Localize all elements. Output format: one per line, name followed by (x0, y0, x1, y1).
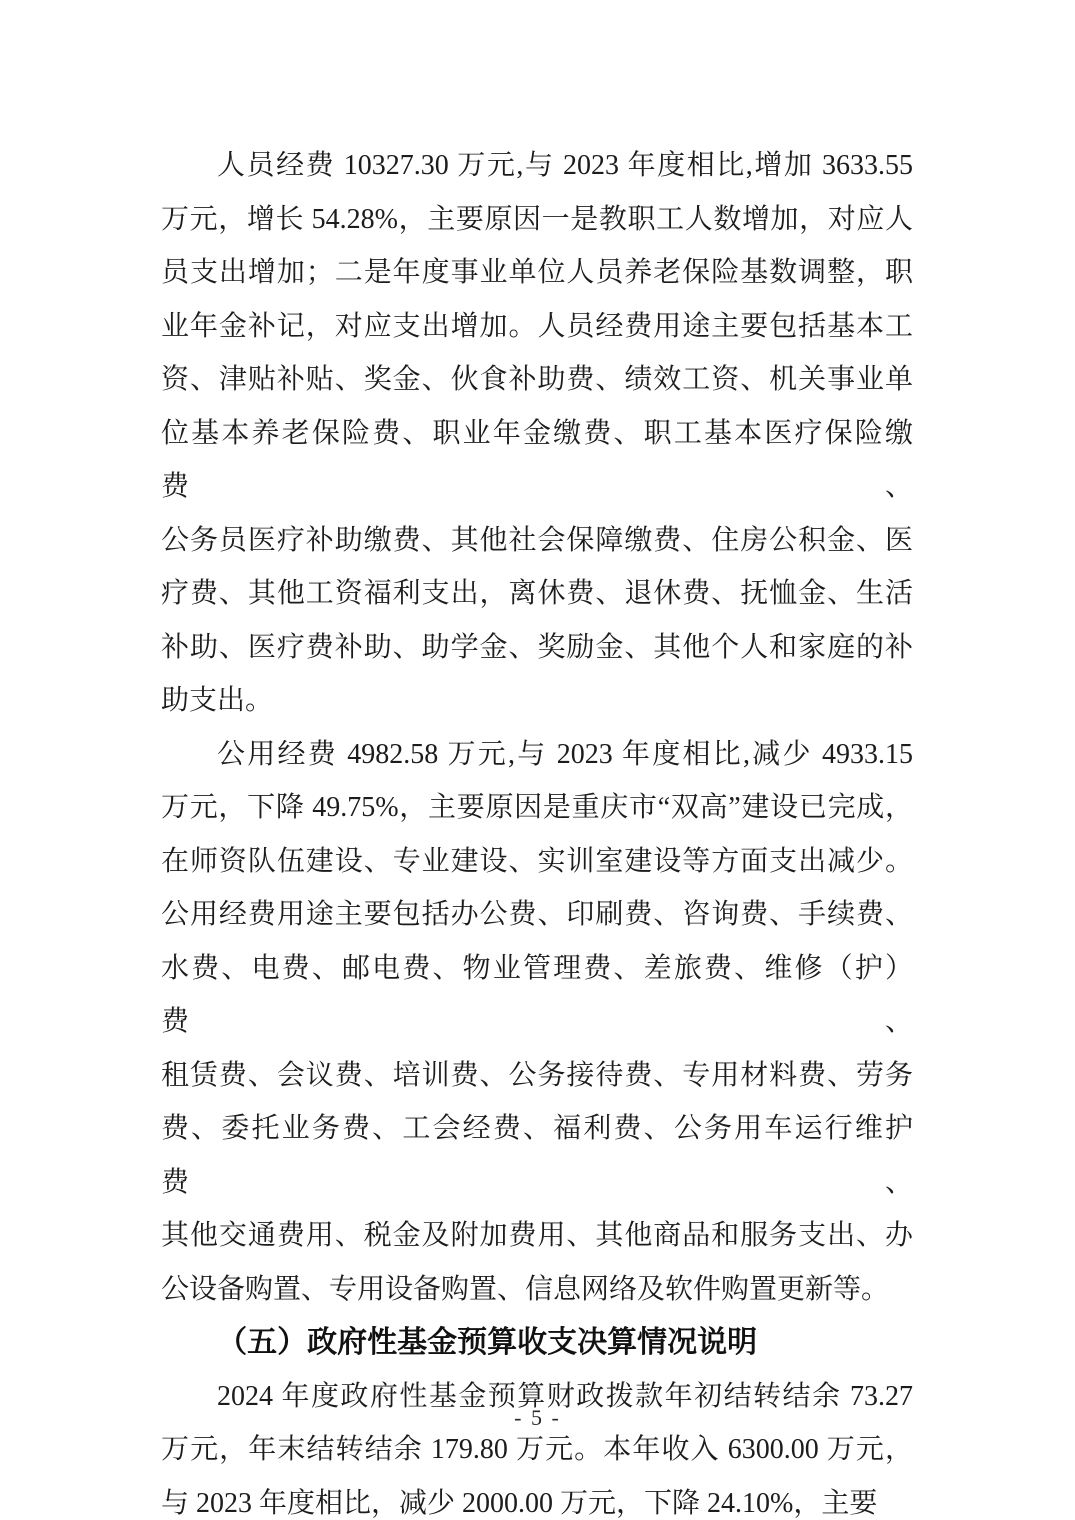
text-line: 资、津贴补贴、奖金、伙食补助费、绩效工资、机关事业单 (161, 364, 913, 395)
section-heading: （五）政府性基金预算收支决算情况说明 (217, 1326, 758, 1359)
text-line: 位基本养老保险费、职业年金缴费、职工基本医疗保险缴费、 (161, 417, 913, 502)
text-line: 公设备购置、专用设备购置、信息网络及软件购置更新等。 (161, 1273, 890, 1305)
text-line: 水费、电费、邮电费、物业管理费、差旅费、维修（护）费、 (161, 952, 913, 1037)
text-line: 公用经费 4982.58 万元,与 2023 年度相比,减少 4933.15 (217, 738, 913, 770)
page-number: - 5 - (514, 1405, 561, 1430)
text-line: 与 2023 年度相比，减少 2000.00 万元，下降 24.10%，主要 (161, 1487, 878, 1519)
text-line: 人员经费 10327.30 万元,与 2023 年度相比,增加 3633.55 (217, 150, 913, 181)
text-line: 2024 年度政府性基金预算财政拨款年初结转结余 73.27 (217, 1380, 913, 1412)
text-line: 公务员医疗补助缴费、其他社会保障缴费、住房公积金、医 (161, 524, 913, 556)
text-line: 补助、医疗费补助、助学金、奖励金、其他个人和家庭的补 (161, 631, 913, 663)
text-line: 其他交通费用、税金及附加费用、其他商品和服务支出、办 (161, 1220, 913, 1251)
text-line: 费、委托业务费、工会经费、福利费、公务用车运行维护费、 (161, 1113, 913, 1198)
text-line: 疗费、其他工资福利支出，离休费、退休费、抚恤金、生活 (161, 578, 913, 609)
text-line: 万元，年末结转结余 179.80 万元。本年收入 6300.00 万元， (161, 1434, 913, 1465)
text-line: 助支出。 (161, 685, 274, 716)
text-line: 业年金补记，对应支出增加。人员经费用途主要包括基本工 (161, 310, 913, 342)
page-footer (0, 1405, 1075, 1431)
text-line: 万元，下降 49.75%，主要原因是重庆市“双高”建设已完成， (161, 792, 913, 823)
document-body (161, 139, 913, 1520)
text-line: 公用经费用途主要包括办公费、印刷费、咨询费、手续费、 (161, 899, 913, 930)
text-line: 租赁费、会议费、培训费、公务接待费、专用材料费、劳务 (161, 1059, 913, 1091)
text-line: 万元，增长 54.28%，主要原因一是教职工人数增加，对应人 (161, 203, 913, 235)
text-line: 员支出增加；二是年度事业单位人员养老保险基数调整，职 (161, 257, 913, 288)
text-line: 在师资队伍建设、专业建设、实训室建设等方面支出减少。 (161, 845, 913, 877)
